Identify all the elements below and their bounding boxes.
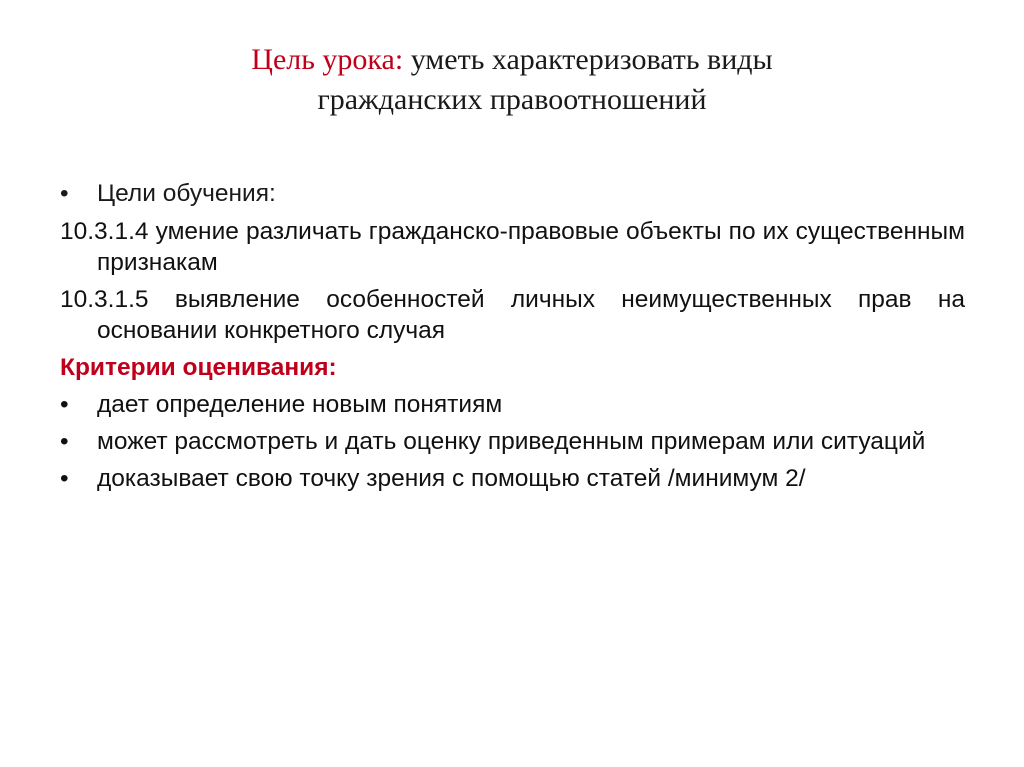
goals-heading-text: Цели обучения: <box>97 180 276 207</box>
title-line1-rest: уметь характеризовать виды <box>403 43 773 76</box>
goals-heading <box>60 178 965 209</box>
title-line2: гражданских правоотношений <box>317 83 707 116</box>
title-accent: Цель урока: <box>251 43 404 76</box>
criteria-heading: Критерии оценивания: <box>60 354 337 381</box>
criteria-item <box>60 426 965 457</box>
criteria-text: может рассмотреть и дать оценку приведенным примерам или ситуаций <box>97 428 926 455</box>
bullet-dot: • <box>60 465 69 492</box>
objective-item <box>60 284 965 346</box>
criteria-text: доказывает свою точку зрения с помощью статей /минимум 2/ <box>97 465 806 492</box>
objective-text: 10.3.1.5 выявление особенностей личных неимущественных прав на основании конкретного случая <box>60 286 965 344</box>
criteria-item <box>60 463 965 494</box>
bullet-dot: • <box>60 391 69 418</box>
slide-title <box>60 40 964 120</box>
objective-item <box>60 216 965 278</box>
criteria-text: дает определение новым понятиям <box>97 391 503 418</box>
criteria-item <box>60 389 965 420</box>
bullet-dot: • <box>60 180 69 207</box>
slide-body <box>60 178 965 500</box>
bullet-dot: • <box>60 428 69 455</box>
objective-text: 10.3.1.4 умение различать гражданско-правовые объекты по их существенным признакам <box>60 218 965 276</box>
